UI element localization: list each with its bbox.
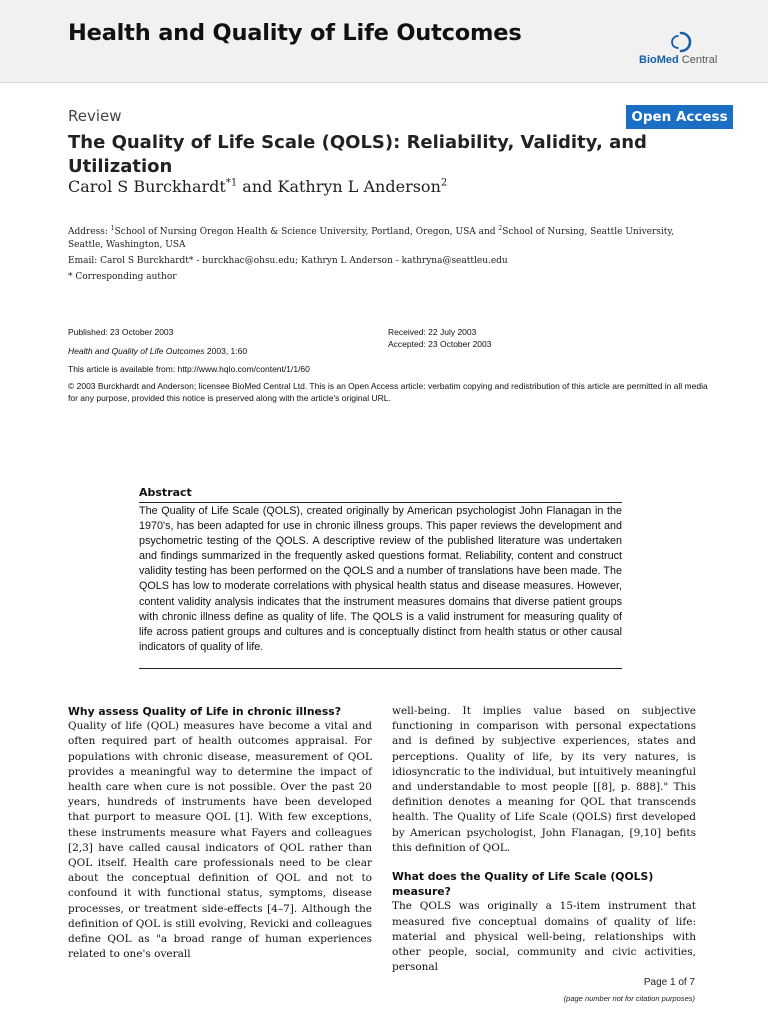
- biomed-central-logo-icon: [668, 30, 692, 54]
- abstract-divider: [139, 502, 622, 503]
- affiliation-text: School of Nursing Oregon Health & Science University, Portland, Oregon, USA and: [114, 227, 499, 237]
- author-name: Carol S Burckhardt: [68, 177, 226, 196]
- section-heading: What does the Quality of Life Scale (QOLS) measure?: [392, 870, 654, 899]
- citation: [68, 345, 247, 357]
- affiliation-text: School of Nursing, Seattle University, Seattle, Washington, USA: [68, 227, 675, 250]
- abstract-section: [139, 486, 622, 669]
- article-title: The Quality of Life Scale (QOLS): Reliability, Validity, and Utilization: [68, 132, 647, 177]
- body-paragraph: The QOLS was originally a 15-item instrument that measured five conceptual domains of quality of life: material and physical well-being, relationships with other people, social, community and civic activities, personal: [392, 900, 696, 974]
- publisher-name: [639, 54, 717, 66]
- author-address: [68, 222, 683, 252]
- abstract-text: The Quality of Life Scale (QOLS), created originally by American psychologist John Flanagan in the 1970's, has been adapted for use in chronic illness groups. This paper reviews the development and psychometric testing of the QOLS. A descriptive review of the published literature was undertaken and findings summarized in the frequently asked questions format. Reliability, content and construct validity testing has been performed on the QOLS and a number of translations have been made. The QOLS has low to moderate correlations with physical health status and disease measures. However, content validity analysis indicates that the instrument measures domains that diverse patient groups with chronic illness define as quality of life. The QOLS is a valid instrument for measuring quality of life across patient groups and cultures and is conceptually distinct from health status or other causal indicators of quality of life.: [139, 505, 622, 653]
- body-paragraph: Quality of life (QOL) measures have become a vital and often required part of health outcomes appraisal. For populations with chronic disease, measurement of QOL provides a meaningful way to determine the impact of health care when cure is not possible. Over the past 20 years, hundreds of instruments have been developed that purport to measure QOL [1]. With few exceptions, these instruments measure what Fayers and colleagues [2,3] have called causal indicators of QOL rather than QOL itself. Health care professionals need to be clear about the conceptual definition of QOL and not to confound it with functional status, symptoms, disease processes, or treatment side-effects [4–7]. Although the definition of QOL is still evolving, Revicki and colleagues define QOL as "a broad range of human experiences related to one's overall: [68, 720, 372, 961]
- author-name: Kathryn L Anderson: [277, 177, 441, 196]
- author-affiliation-mark: 2: [440, 177, 448, 189]
- published-date: Published: 23 October 2003: [68, 327, 174, 337]
- article-url[interactable]: This article is available from: http://www.hqlo.com/content/1/1/60: [68, 364, 310, 374]
- copyright-notice: © 2003 Burckhardt and Anderson; licensee BioMed Central Ltd. This is an Open Access article: verbatim copying and redistribution of this article are permitted in all media for any purpose, provided this notice is preserved along with the article's original URL.: [68, 381, 708, 403]
- abstract-heading: Abstract: [139, 486, 192, 499]
- author-affiliation-mark: *1: [225, 177, 238, 189]
- page-number-note: (page number not for citation purposes): [563, 994, 695, 1003]
- body-column-left: [68, 704, 372, 962]
- author-separator: and: [237, 177, 278, 196]
- author-emails[interactable]: Email: Carol S Burckhardt* - burckhac@ohsu.edu; Kathryn L Anderson - kathryna@seattleu.edu: [68, 256, 508, 266]
- address-label: Address:: [68, 227, 111, 237]
- received-date: Received: 22 July 2003: [388, 327, 477, 337]
- accepted-date: Accepted: 23 October 2003: [388, 339, 492, 349]
- page-number: Page 1 of 7: [643, 977, 695, 988]
- body-paragraph: well-being. It implies value based on subjective functioning in comparison with personal expectations and is defined by subjective experiences, states and perceptions. Quality of life, by its very natures, is idiosyncratic to the individual, but intuitively meaningful and understandable to most people [[8], p. 888]." This definition denotes a meaning for QOL that transcends health. The Quality of Life Scale (QOLS) first developed by American psychologist, John Flanagan, [9,10] befits this definition of QOL.: [392, 705, 696, 854]
- body-column-right: [392, 704, 696, 975]
- citation-journal: Health and Quality of Life Outcomes: [68, 346, 205, 356]
- author-list: [68, 177, 447, 196]
- open-access-badge[interactable]: Open Access: [626, 105, 733, 129]
- publisher-logo[interactable]: [636, 30, 736, 70]
- corresponding-author-note: * Corresponding author: [68, 272, 177, 282]
- publisher-name-central: Central: [681, 54, 718, 66]
- affiliation-mark: 1: [110, 225, 115, 232]
- affiliation-mark: 2: [498, 225, 503, 232]
- article-type: Review: [68, 107, 122, 125]
- journal-title: Health and Quality of Life Outcomes: [68, 20, 522, 46]
- publisher-name-bio: BioMed: [639, 54, 679, 66]
- section-heading: Why assess Quality of Life in chronic illness?: [68, 705, 341, 718]
- citation-volume: 2003, 1:60: [204, 346, 248, 356]
